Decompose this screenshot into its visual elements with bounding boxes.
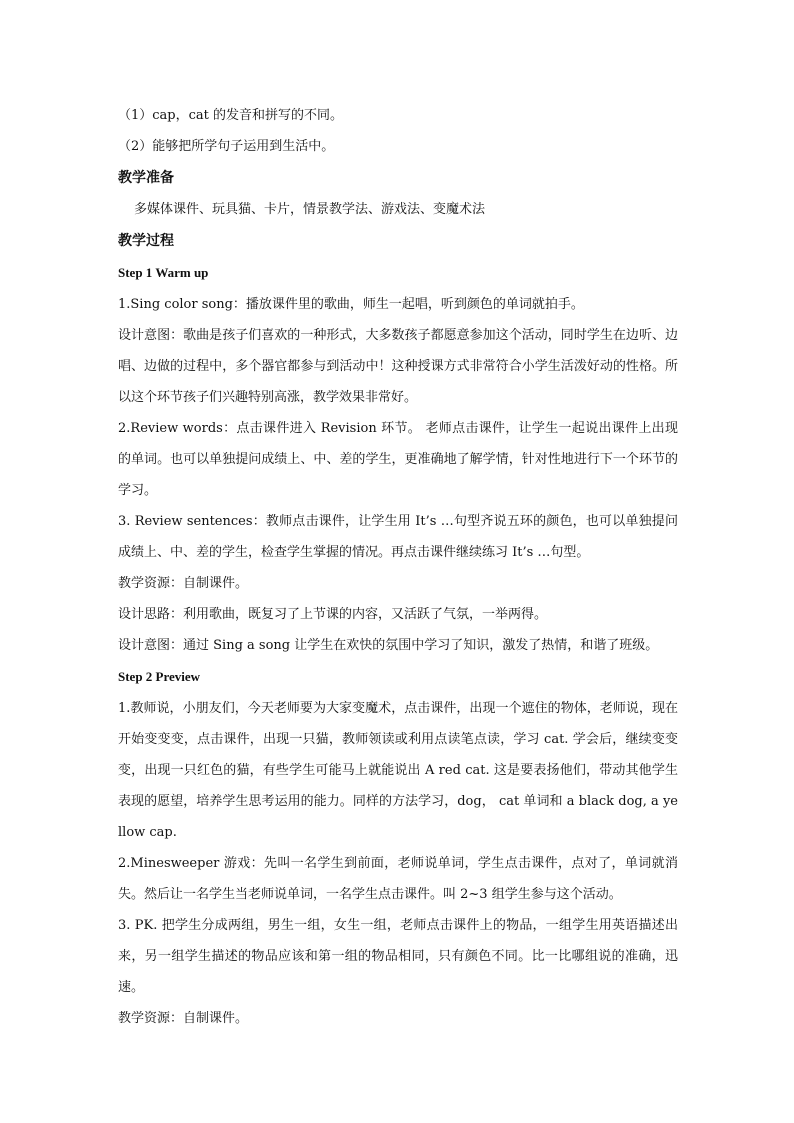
step2-title: Step 2 Preview xyxy=(118,669,201,684)
step2-item-3: 3. PK. 把学生分成两组，男生一组，女生一组，老师点击课件上的物品，一组学生用英语描述出来，另一组学生描述的物品应该和第一组的物品相同，只有颜色不同。比一比哪组说的准确，迅速。 xyxy=(118,918,678,995)
step1-item-2: 设计意图：歌曲是孩子们喜欢的一种形式，大多数孩子都愿意参加这个活动，同时学生在边听、边唱、边做的过程中，多个器官都参与到活动中！这种授课方式非常符合小学生活泼好动的性格。所以这个环节孩子们兴趣特别高涨，教学效果非常好。 xyxy=(118,328,678,405)
step2-item-4: 教学资源：自制课件。 xyxy=(118,1011,249,1026)
step1-item-4: 3. Review sentences：教师点击课件，让学生用 It’s …句型齐说五环的颜色，也可以单独提问成绩上、中、差的学生，检查学生掌握的情况。再点击课件继续练习 It’s …句型。 xyxy=(118,514,678,560)
objective-line-2: （2）能够把所学句子运用到生活中。 xyxy=(118,139,335,154)
step1-item-7: 设计意图：通过 Sing a song 让学生在欢快的氛围中学习了知识，激发了热情，和谐了班级。 xyxy=(118,638,659,653)
step1-item-1: 1.Sing color song：播放课件里的歌曲，师生一起唱，听到颜色的单词就拍手。 xyxy=(118,297,584,312)
step1-title: Step 1 Warm up xyxy=(118,265,209,280)
preparation-heading: 教学准备 xyxy=(118,170,174,186)
document-content xyxy=(118,100,678,1034)
process-heading: 教学过程 xyxy=(118,233,174,249)
step1-item-5: 教学资源：自制课件。 xyxy=(118,576,249,591)
step1-item-3: 2.Review words：点击课件进入 Revision 环节。 老师点击课件，让学生一起说出课件上出现的单词。也可以单独提问成绩上、中、差的学生，更准确地了解学情，针对性地进行下一个环节的学习。 xyxy=(118,421,678,498)
step2-item-2: 2.Minesweeper 游戏：先叫一名学生到前面，老师说单词，学生点击课件，点对了，单词就消失。然后让一名学生当老师说单词，一名学生点击课件。叫 2~3 组学生参与这个活动。 xyxy=(118,856,678,902)
step1-item-6: 设计思路：利用歌曲，既复习了上节课的内容，又活跃了气氛，一举两得。 xyxy=(118,607,548,622)
objective-line-1: （1）cap，cat 的发音和拼写的不同。 xyxy=(118,108,344,123)
preparation-text: 多媒体课件、玩具猫、卡片，情景教学法、游戏法、变魔术法 xyxy=(134,202,486,217)
step2-item-1: 1.教师说，小朋友们，今天老师要为大家变魔术，点击课件，出现一个遮住的物体，老师说，现在开始变变变，点击课件，出现一只猫，教师领读或利用点读笔点读，学习 cat. 学会后，继续变变变，出现一只红色的猫，有些学生可能马上就能说出 A red cat. 这是要表扬他们，带动其他学生表现的愿望，培养学生思考运用的能力。同样的方法学习，dog， cat 单词和 a black dog, a yellow cap. xyxy=(118,701,678,840)
